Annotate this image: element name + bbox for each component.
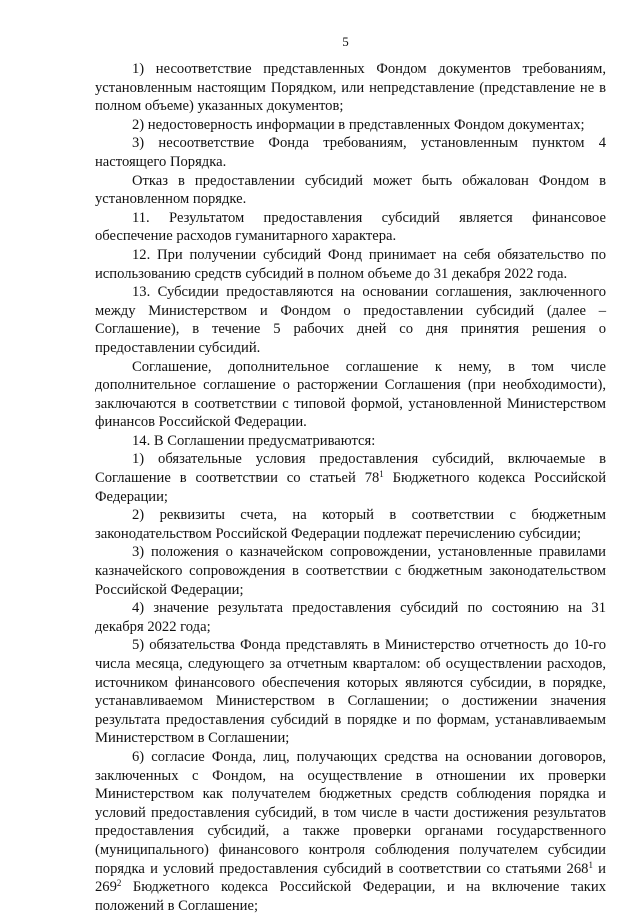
superscript: 2 — [116, 878, 122, 889]
paragraph-text: и 269 — [95, 860, 606, 896]
paragraph-text: Бюджетного кодекса Российской Федерации; — [95, 470, 607, 505]
paragraph: 12. При получении субсидий Фонд принимает на себя обязательство по использованию средств субсидий в полном объеме до 31 декабря 2022 года. — [95, 246, 606, 282]
paragraph: 5) обязательства Фонда представлять в Министерство отчетность до 10-го числа месяца, следующего за отчетным кварталом: об осуществлении расходов, источником финансового обеспечения которых являются субсидии, в порядке, устанавливаемом Министерством в Соглашении; о достижении значения результата предоставления субсидий в порядке и по формам, устанавливаемым Министерством в Соглашении; — [95, 637, 606, 747]
paragraph: 2) недостоверность информации в представленных Фондом документах; — [132, 116, 585, 133]
superscript: 1 — [588, 859, 593, 870]
paragraph-text: Бюджетного кодекса Российской Федерации, и на включение таких положений в Соглашение; — [95, 879, 606, 914]
paragraph-text: 1) обязательные условия предоставления субсидий, включаемые в Соглашение в соответствии со статьей 78 — [95, 451, 606, 487]
paragraph — [95, 450, 606, 506]
paragraph: 2) реквизиты счета, на который в соответствии с бюджетным законодательством Российской Федерации подлежат перечислению субсидии; — [95, 507, 606, 542]
paragraph: Соглашение, дополнительное соглашение к нему, в том числе дополнительное соглашение о расторжении Соглашения (при необходимости), заключаются в соответствии с типовой формой, установленной Министерством финансов Российской Федерации. — [95, 358, 606, 431]
paragraph — [95, 748, 606, 915]
paragraph: 11. Результатом предоставления субсидий является финансовое обеспечение расходов гуманитарного характера. — [95, 209, 606, 245]
paragraph: Отказ в предоставлении субсидий может быть обжалован Фондом в установленном порядке. — [95, 172, 606, 208]
superscript: 1 — [379, 469, 384, 480]
paragraph-text: 6) согласие Фонда, лиц, получающих средства на основании договоров, заключенных с Фондом, на осуществление в отношении их проверки Министерством как получателем бюджетных средств соблюдения порядка и условий предоставления субсидий, в том числе в части достижения результатов предоставления субсидий, а также проверки органами государственного (муниципального) финансового контроля соблюдения получателем субсидии порядка и условий предоставления субсидий в соответствии со статьями 268 — [95, 748, 606, 877]
page-number: 5 — [342, 34, 349, 49]
paragraph: 3) несоответствие Фонда требованиям, установленным пунктом 4 настоящего Порядка. — [95, 135, 606, 170]
paragraph: 4) значение результата предоставления субсидий по состоянию на 31 декабря 2022 года; — [95, 600, 606, 635]
paragraph: 13. Субсидии предоставляются на основании соглашения, заключенного между Министерством и Фондом о предоставлении субсидий (далее – Соглашение), в течение 5 рабочих дней со дня принятия решения о предоставлении субсидий. — [95, 284, 606, 356]
paragraph: 1) несоответствие представленных Фондом документов требованиям, установленным настоящим Порядком, или непредставление (представление не в полном объеме) указанных документов; — [95, 61, 606, 115]
paragraph: 14. В Соглашении предусматриваются: — [132, 432, 376, 449]
paragraph: 3) положения о казначейском сопровождении, установленные правилами казначейского сопровождения в соответствии с бюджетным законодательством Российской Федерации; — [95, 544, 606, 598]
